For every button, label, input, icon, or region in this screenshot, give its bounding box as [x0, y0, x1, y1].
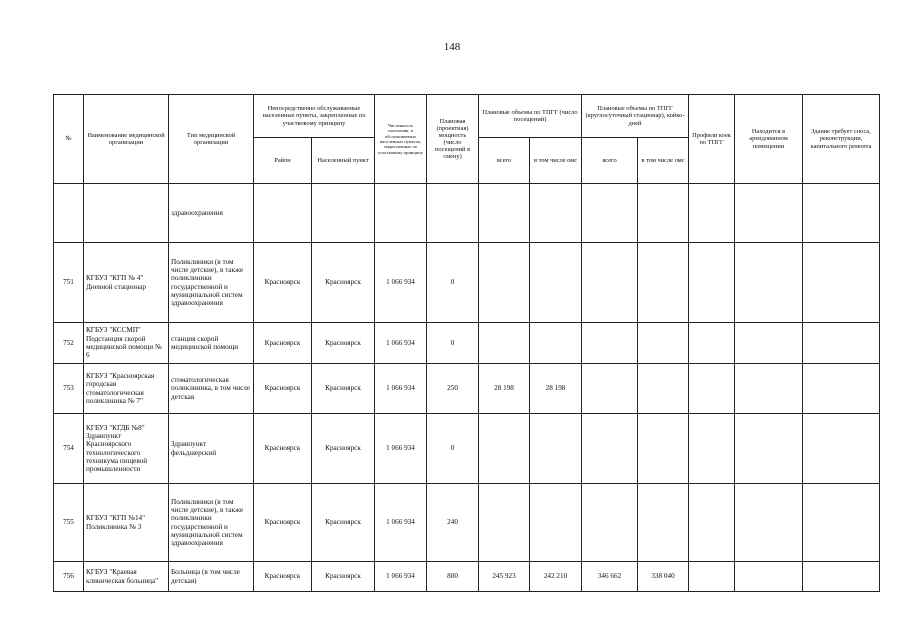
table-row: [54, 484, 880, 562]
cell-num: 753: [54, 364, 84, 414]
cell-district: Красноярск: [254, 243, 312, 323]
cell-profiles: [689, 184, 735, 243]
cell-visits-total: 245 923: [479, 562, 530, 592]
header-rented: Находится в арендованном помещении: [735, 95, 803, 184]
cell-profiles: [689, 414, 735, 484]
cell-beds-total: 346 662: [582, 562, 638, 592]
table-row: [54, 184, 880, 243]
cell-beds-total: [582, 364, 638, 414]
cell-visits-oms: [530, 184, 582, 243]
cell-district: Красноярск: [254, 323, 312, 364]
cell-beds-total: [582, 243, 638, 323]
table-row: [54, 414, 880, 484]
cell-settlement: Красноярск: [312, 243, 375, 323]
cell-rented: [735, 323, 803, 364]
header-district: Район: [254, 138, 312, 184]
header-visits-total: всего: [479, 138, 530, 184]
cell-capacity: 250: [427, 364, 479, 414]
cell-name: КГБУЗ "КГП № 4" Дневной стационар: [84, 243, 169, 323]
cell-type: Поликлиники (в том числе детские), в также поликлиники государственной и муниципальной систем здравоохранения: [169, 484, 254, 562]
cell-population: 1 066 934: [375, 484, 427, 562]
header-population: Численность населения, в обслуживаемых населенных пунктах, закрепленных по участковому принципу: [375, 95, 427, 184]
cell-capacity: [427, 184, 479, 243]
organizations-table: [53, 94, 880, 592]
cell-rented: [735, 484, 803, 562]
cell-district: Красноярск: [254, 484, 312, 562]
cell-visits-total: [479, 184, 530, 243]
header-num: №: [54, 95, 84, 184]
cell-profiles: [689, 364, 735, 414]
cell-beds-oms: [638, 243, 689, 323]
cell-name: КГБУЗ "КГДБ №8" Здравпункт Красноярского технологического техникума пищевой промышленности: [84, 414, 169, 484]
cell-district: Красноярск: [254, 562, 312, 592]
cell-name: [84, 184, 169, 243]
cell-repair: [803, 323, 880, 364]
cell-district: [254, 184, 312, 243]
header-visits: Плановые объемы по ТПГГ (число посещений): [479, 95, 582, 138]
cell-name: КГБУЗ "Краевая клиническая больница": [84, 562, 169, 592]
cell-type: Поликлиники (в том числе детские), в также поликлиники государственной и муниципальной систем здравоохранения: [169, 243, 254, 323]
cell-capacity: 240: [427, 484, 479, 562]
cell-name: КГБУЗ "КССМП" Подстанция скорой медицинской помощи № 6: [84, 323, 169, 364]
cell-beds-total: [582, 414, 638, 484]
header-serviced-points: Непосредственно обслуживаемые населенные пункты, закрепленные по участковому принципу: [254, 95, 375, 138]
cell-beds-oms: [638, 484, 689, 562]
header-beds-oms: в том числе омс: [638, 138, 689, 184]
cell-rented: [735, 364, 803, 414]
cell-num: 756: [54, 562, 84, 592]
cell-type: здравоохранения: [169, 184, 254, 243]
cell-visits-total: [479, 323, 530, 364]
cell-type: Здравпункт фельдшерский: [169, 414, 254, 484]
table-row: [54, 323, 880, 364]
cell-repair: [803, 364, 880, 414]
cell-visits-total: [479, 414, 530, 484]
header-repair: Здание требует сноса, реконструкции, капитального ремонта: [803, 95, 880, 184]
cell-beds-total: [582, 484, 638, 562]
header-capacity: Плановая (проектная) мощность (число посещений в смену): [427, 95, 479, 184]
cell-district: Красноярск: [254, 364, 312, 414]
cell-rented: [735, 184, 803, 243]
cell-num: [54, 184, 84, 243]
header-visits-oms: в том числе омс: [530, 138, 582, 184]
cell-population: 1 066 934: [375, 243, 427, 323]
cell-visits-total: [479, 243, 530, 323]
cell-beds-oms: [638, 364, 689, 414]
cell-visits-oms: [530, 243, 582, 323]
cell-visits-oms: [530, 484, 582, 562]
cell-name: КГБУЗ "Красноярская городская стоматологическая поликлиника № 7": [84, 364, 169, 414]
header-settlement: Населенный пункт: [312, 138, 375, 184]
cell-num: 754: [54, 414, 84, 484]
cell-num: 751: [54, 243, 84, 323]
cell-population: 1 066 934: [375, 323, 427, 364]
cell-repair: [803, 414, 880, 484]
cell-settlement: Красноярск: [312, 364, 375, 414]
cell-rented: [735, 414, 803, 484]
cell-visits-oms: [530, 323, 582, 364]
cell-type: станция скорой медицинской помощи: [169, 323, 254, 364]
cell-type: стоматологическая поликлиника, в том числе детская: [169, 364, 254, 414]
cell-repair: [803, 484, 880, 562]
cell-num: 755: [54, 484, 84, 562]
cell-beds-total: [582, 323, 638, 364]
cell-visits-oms: 242 210: [530, 562, 582, 592]
cell-visits-total: [479, 484, 530, 562]
cell-settlement: Красноярск: [312, 484, 375, 562]
cell-district: Красноярск: [254, 414, 312, 484]
cell-capacity: 800: [427, 562, 479, 592]
cell-beds-oms: 338 040: [638, 562, 689, 592]
table-row: [54, 243, 880, 323]
header-beds: Плановые объемы по ТПГГ (круглосуточный стационар), койко-дней: [582, 95, 689, 138]
cell-rented: [735, 243, 803, 323]
cell-capacity: 0: [427, 323, 479, 364]
page-number: 148: [443, 41, 461, 53]
cell-profiles: [689, 484, 735, 562]
cell-visits-oms: [530, 414, 582, 484]
cell-visits-oms: 28 198: [530, 364, 582, 414]
cell-repair: [803, 562, 880, 592]
cell-num: 752: [54, 323, 84, 364]
cell-settlement: Красноярск: [312, 414, 375, 484]
cell-settlement: [312, 184, 375, 243]
cell-visits-total: 28 198: [479, 364, 530, 414]
cell-rented: [735, 562, 803, 592]
cell-population: 1 066 934: [375, 364, 427, 414]
header-profiles: Профили коек по ТПГГ: [689, 95, 735, 184]
cell-repair: [803, 243, 880, 323]
cell-profiles: [689, 243, 735, 323]
cell-capacity: 0: [427, 243, 479, 323]
cell-population: 1 066 934: [375, 414, 427, 484]
cell-beds-oms: [638, 184, 689, 243]
cell-beds-oms: [638, 414, 689, 484]
cell-repair: [803, 184, 880, 243]
cell-profiles: [689, 323, 735, 364]
cell-beds-total: [582, 184, 638, 243]
cell-beds-oms: [638, 323, 689, 364]
cell-profiles: [689, 562, 735, 592]
cell-population: [375, 184, 427, 243]
header-org-type: Тип медицинской организации: [169, 95, 254, 184]
table-row: [54, 562, 880, 592]
cell-population: 1 066 934: [375, 562, 427, 592]
header-beds-total: всего: [582, 138, 638, 184]
cell-settlement: Красноярск: [312, 323, 375, 364]
cell-settlement: Красноярск: [312, 562, 375, 592]
header-org-name: Наименование медицинской организации: [84, 95, 169, 184]
cell-name: КГБУЗ "КГП №14" Поликлиника № 3: [84, 484, 169, 562]
table-row: [54, 364, 880, 414]
cell-capacity: 0: [427, 414, 479, 484]
cell-type: Больница (в том числе детская): [169, 562, 254, 592]
